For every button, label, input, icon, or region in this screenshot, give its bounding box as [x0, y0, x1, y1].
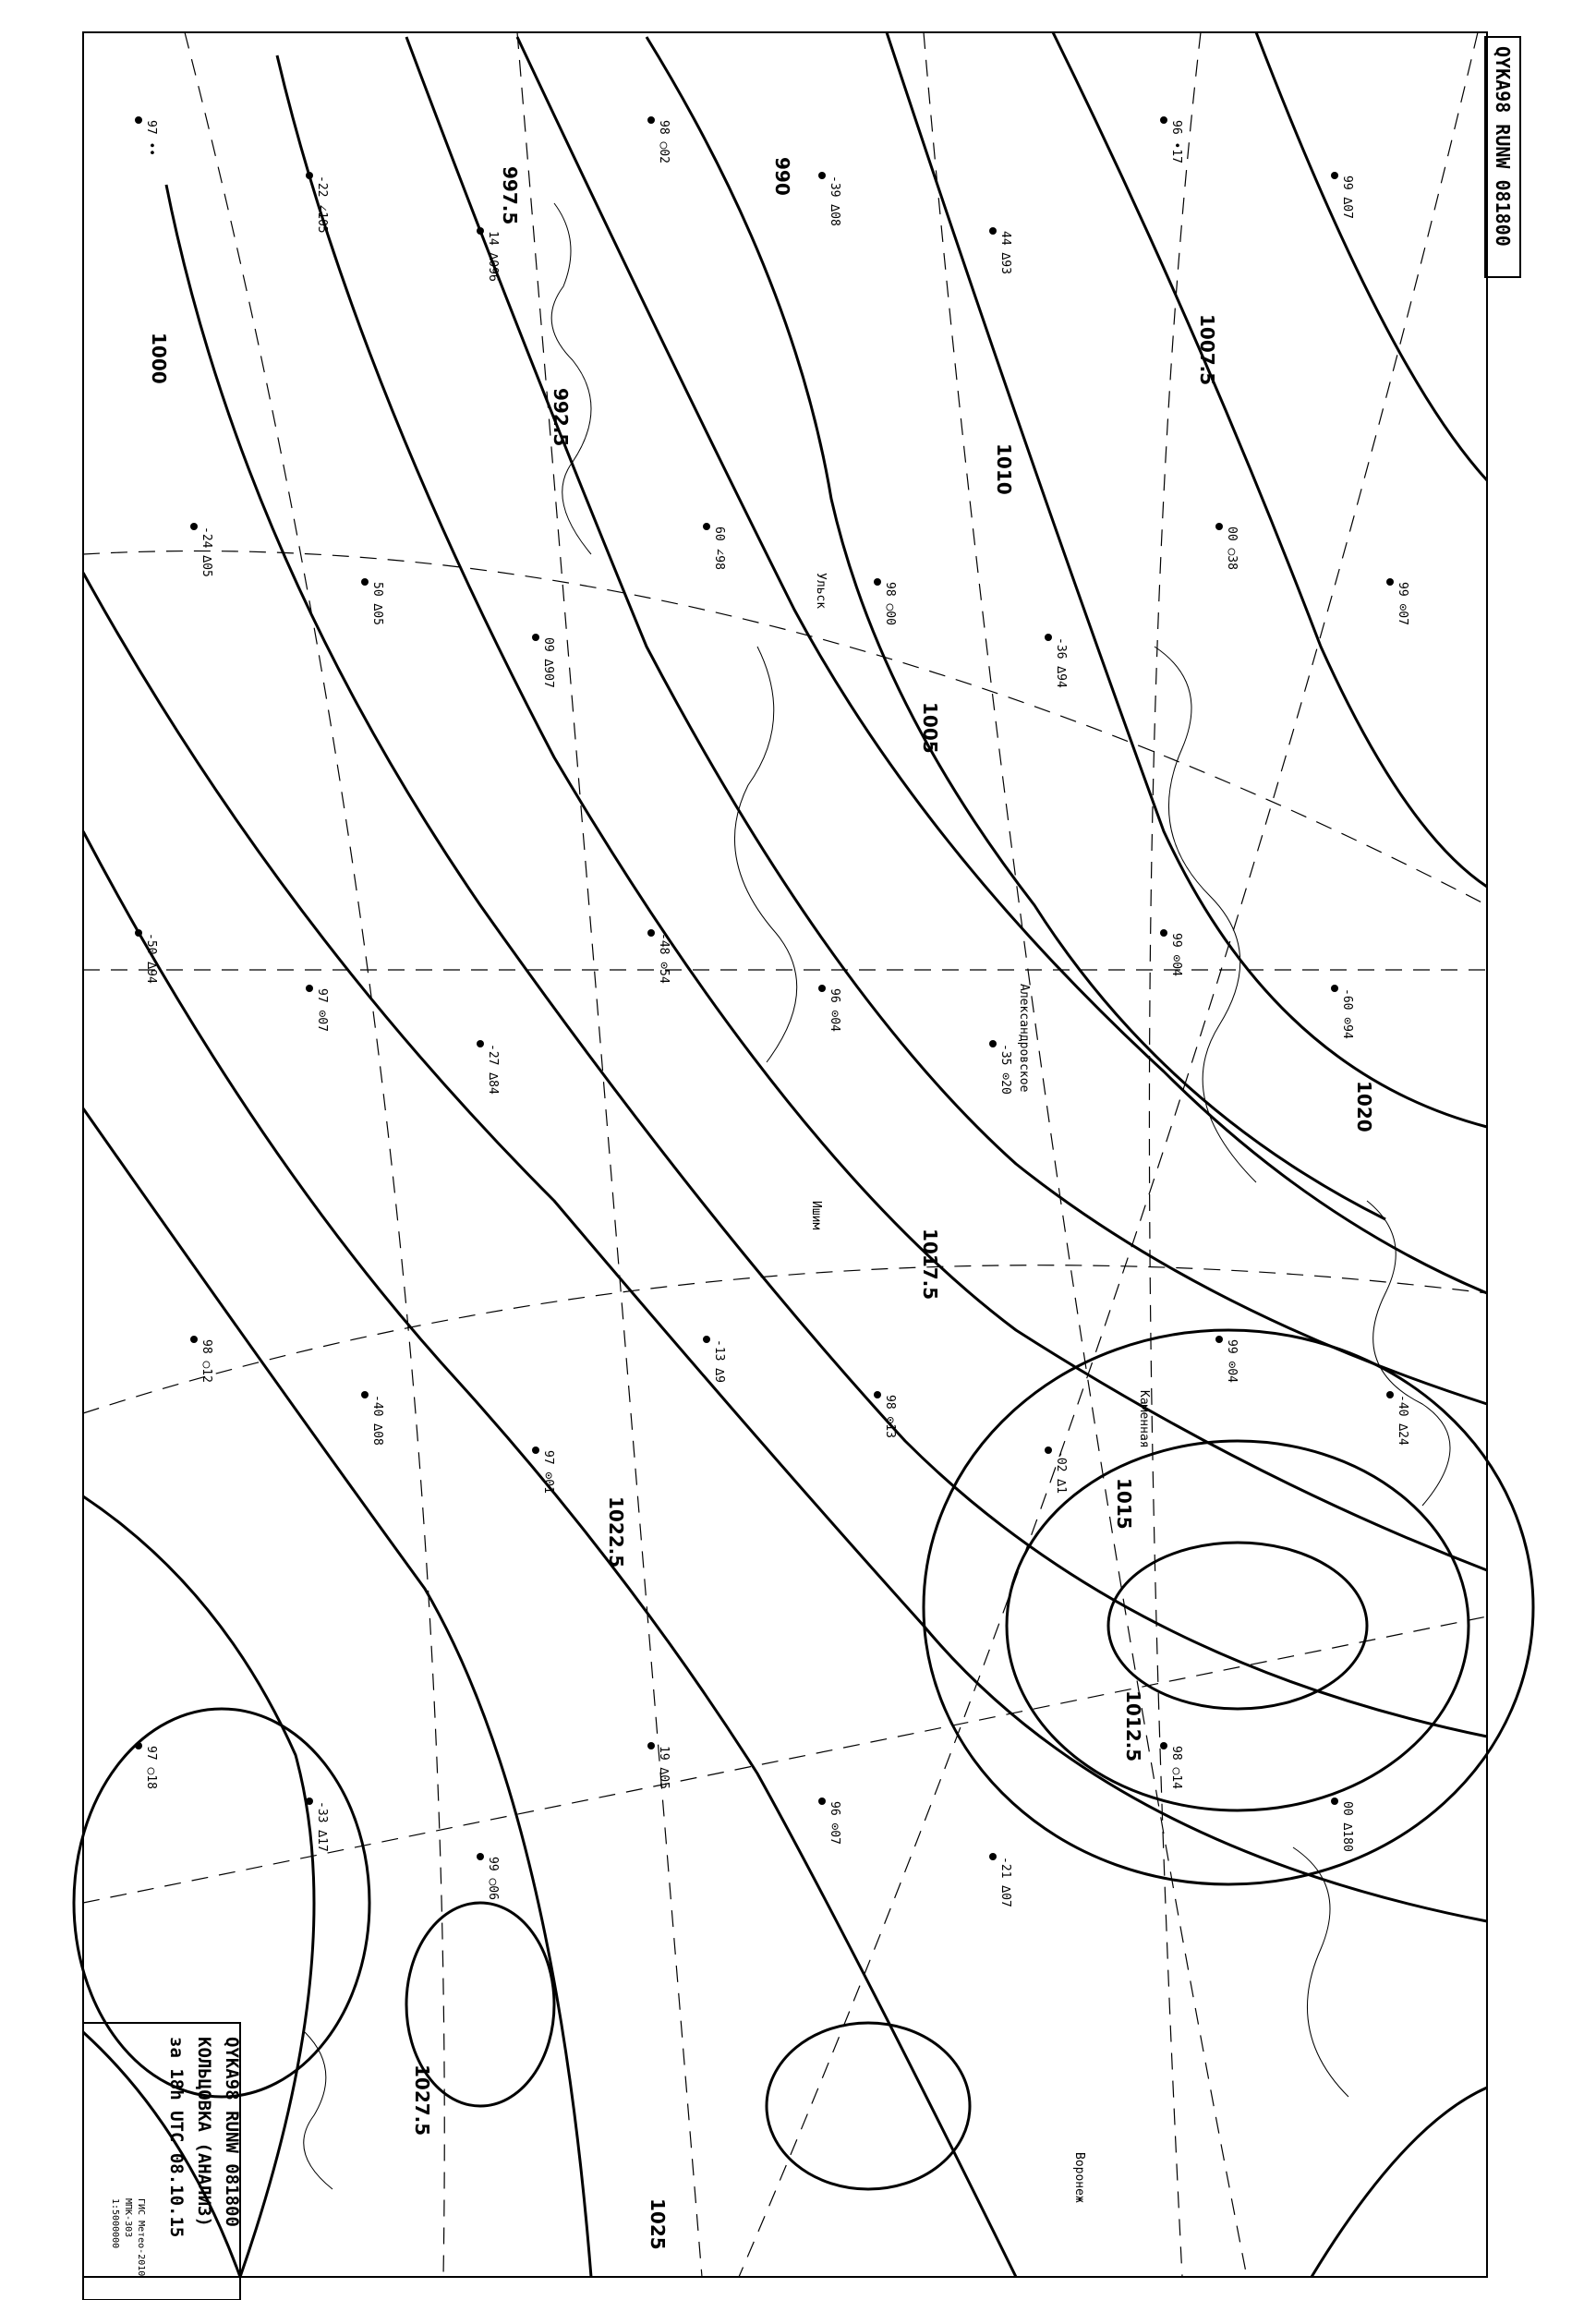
station-dot: [647, 1742, 655, 1749]
station-dot: [135, 1742, 142, 1749]
station-label: 14 ∆096: [486, 231, 500, 282]
place-names: [809, 573, 1151, 2203]
station-dot: [361, 1391, 369, 1398]
station-label: 96 •17: [1169, 120, 1183, 163]
station-dot: [532, 634, 539, 641]
station-label: -21 ∆07: [998, 1857, 1012, 1907]
station-label: 97 ••: [144, 120, 158, 157]
station-label: 50 ∆05: [370, 582, 384, 625]
isobar-label: 1010: [993, 443, 1015, 495]
station-label: 99 ⊙04: [1225, 1339, 1239, 1383]
place-name: Каменная: [1137, 1390, 1151, 1448]
station-dot: [1160, 1742, 1167, 1749]
isobar-label: 997.5: [499, 166, 521, 225]
station-label: 97 ⊙01: [541, 1450, 555, 1494]
coastlines: [304, 203, 1450, 2189]
isobar-label: 1007.5: [1196, 314, 1218, 386]
isobar-labels: [148, 157, 1375, 2250]
station-dot: [874, 1391, 881, 1398]
station-dot: [818, 1798, 826, 1805]
station-dot: [477, 1853, 484, 1860]
station-dot: [1331, 1798, 1338, 1805]
station-dot: [1331, 985, 1338, 992]
station-dot: [647, 116, 655, 124]
title-credit: МПК-303: [123, 2198, 133, 2238]
place-name: Александровское: [1017, 984, 1031, 1093]
station-dot: [703, 1336, 710, 1343]
station-label: 00 ∆180: [1340, 1801, 1354, 1852]
station-dot: [874, 578, 881, 586]
station-label: -40 ∆24: [1396, 1395, 1409, 1446]
title-time: за 18h UTC 08.10.15: [166, 2037, 187, 2238]
station-label: 09 ∆907: [541, 637, 555, 688]
station-label: -35 ⊙20: [998, 1044, 1012, 1095]
station-label: 96 ⊙04: [828, 988, 841, 1032]
title-code: QYKA98 RUNW 081800: [222, 2037, 242, 2227]
station-label: 98 ○02: [657, 120, 671, 163]
isobar-label: 990: [771, 157, 793, 196]
station-label: -02 ∆1: [1054, 1450, 1068, 1494]
station-dot: [532, 1447, 539, 1454]
station-label: 97 ⊙07: [315, 988, 329, 1032]
station-dot: [1331, 172, 1338, 179]
station-dot: [190, 1336, 198, 1343]
title-credit: 1:5000000: [110, 2198, 120, 2249]
station-dot: [1160, 116, 1167, 124]
isobar-label: 1005: [919, 702, 941, 754]
station-dot: [989, 1040, 997, 1047]
isobar-label: 1000: [148, 333, 170, 384]
station-dot: [1215, 523, 1223, 530]
station-dot: [989, 1853, 997, 1860]
station-dot: [703, 523, 710, 530]
isobar-label: 1027.5: [411, 2064, 433, 2137]
header-code-box: [1485, 37, 1520, 277]
isobar-label: 1025: [647, 2198, 669, 2250]
station-label: 99 ∆07: [1340, 176, 1354, 219]
place-name: Ульск: [814, 573, 828, 610]
station-label: -13 ∆9: [712, 1339, 726, 1383]
title-credit: ГИС Метео-2010: [136, 2198, 146, 2277]
station-label: 99 ⊙04: [1169, 933, 1183, 976]
station-label: 96 ⊙07: [828, 1801, 841, 1845]
station-dot: [818, 985, 826, 992]
isobar-label: 1012.5: [1122, 1690, 1144, 1762]
isobar-label: 1015: [1113, 1478, 1135, 1530]
station-dot: [1386, 1391, 1394, 1398]
station-dot: [477, 1040, 484, 1047]
station-dot: [1045, 634, 1052, 641]
station-dot: [1386, 578, 1394, 586]
station-dot: [135, 929, 142, 937]
station-label: 44 ∆93: [998, 231, 1012, 274]
station-label: -48 ⊙54: [657, 933, 671, 984]
station-dot: [477, 227, 484, 235]
station-label: 98 ○00: [883, 582, 897, 625]
station-label: 97 ○18: [144, 1746, 158, 1789]
station-dot: [989, 227, 997, 235]
title-block: [83, 2023, 242, 2300]
station-label: 00 ○38: [1225, 527, 1239, 570]
header-code: QYKA98 RUNW 081800: [1492, 46, 1514, 247]
isobars: [74, 32, 1533, 2277]
station-dot: [818, 172, 826, 179]
station-dot: [1045, 1447, 1052, 1454]
isobar-label: 1020: [1353, 1081, 1375, 1132]
isobar-label: 992.5: [550, 388, 572, 447]
station-dot: [1215, 1336, 1223, 1343]
station-dot: [647, 929, 655, 937]
station-label: 99 ⊙07: [1396, 582, 1409, 625]
station-label: -24 ∆05: [200, 527, 213, 577]
isobar-label: 1017.5: [919, 1229, 941, 1301]
station-dot: [1160, 929, 1167, 937]
station-label: -22 ∠105: [315, 176, 329, 234]
place-name: Воронеж: [1072, 2152, 1086, 2203]
station-dot: [306, 172, 313, 179]
station-label: -50 ∆94: [144, 933, 158, 984]
station-label: 60 ∠98: [712, 527, 726, 570]
station-label: -27 ∆84: [486, 1044, 500, 1095]
isobar-label: 1022.5: [605, 1496, 627, 1568]
station-label: -40 ∆08: [370, 1395, 384, 1446]
title-main: КОЛЬЦОВКА (АНАЛИЗ): [194, 2037, 214, 2227]
station-label: 99 ○06: [486, 1857, 500, 1900]
station-dot: [190, 523, 198, 530]
station-label: 98 ○12: [200, 1339, 213, 1383]
station-label: -36 ∆94: [1054, 637, 1068, 688]
place-name: Ишим: [809, 1201, 823, 1230]
station-label: -39 ∆08: [828, 176, 841, 226]
station-label: -60 ⊙94: [1340, 988, 1354, 1039]
station-dot: [306, 1798, 313, 1805]
station-dot: [306, 985, 313, 992]
station-label: 98 ○14: [1169, 1746, 1183, 1789]
station-label: 98 ⊙13: [883, 1395, 897, 1438]
station-dot: [361, 578, 369, 586]
station-label: -33 ∆17: [315, 1801, 329, 1852]
station-dot: [135, 116, 142, 124]
station-label: 19 ∆05: [657, 1746, 671, 1789]
